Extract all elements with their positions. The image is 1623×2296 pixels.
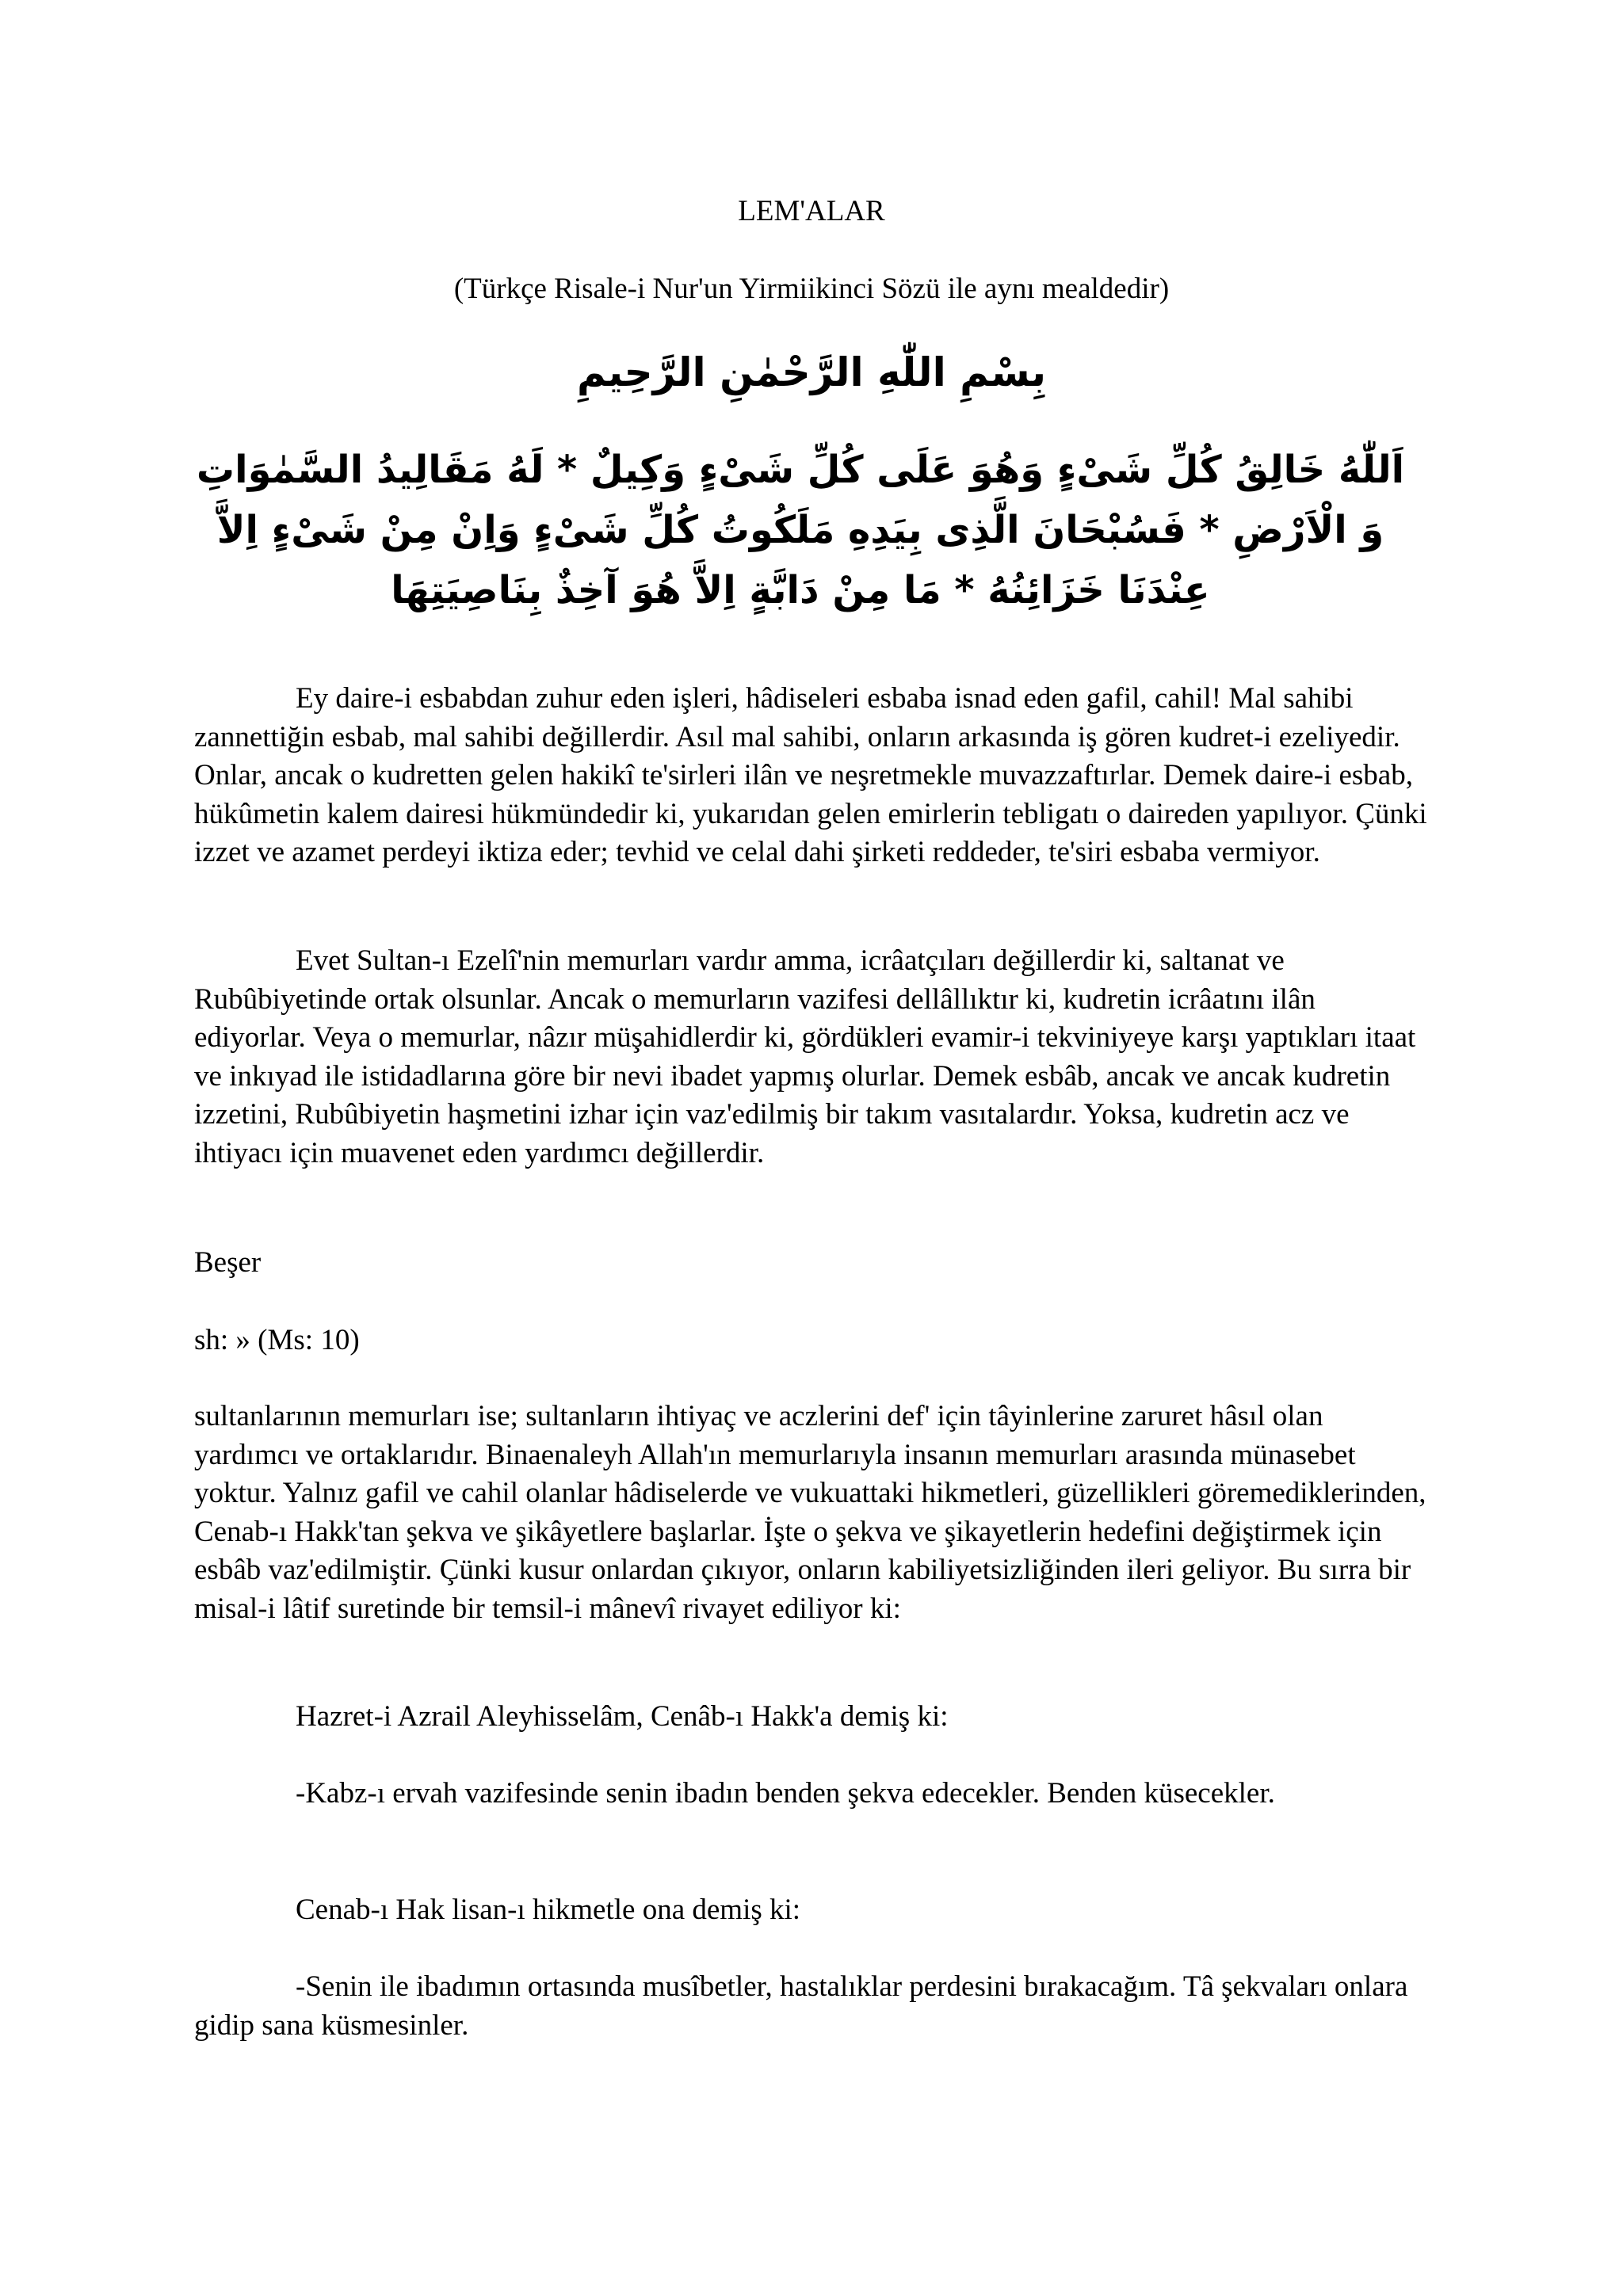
paragraph-3: Beşer bbox=[194, 1246, 262, 1279]
paragraph-7: -Kabz-ı ervah vazifesinde senin ibadın benden şekva edecekler. Benden küsecekler. bbox=[296, 1777, 1275, 1810]
paragraph-5: sultanlarının memurları ise; sultanların ihtiyaç ve aczlerini def' için tâyinlerine zaruret hâsıl olan yardımcı ve ortaklarıdır. Binaenaleyh Allah'ın memurlarıyla insanın memurları arasında münasebet yoktur. Yalnız gafil ve cahil olanlar hâdiselerde ve vukuattaki hikmetleri, güzellikleri göremediklerinden, Cenab-ı Hakk'tan şekva ve şikâyetlere başlarlar. İşte o şekva ve şikayetlerin hedefini değiştirmek için esbâb vaz'edilmiştir. Çünki kusur onlardan çıkıyor, onların kabiliyetsizliğinden ileri geliyor. Bu sırra bir misal-i lâtif suretinde bir temsil-i mânevî rivayet ediliyor ki: bbox=[194, 1400, 1426, 1625]
page-subtitle: (Türkçe Risale-i Nur'un Yirmiikinci Sözü ile aynı mealdedir) bbox=[453, 273, 1170, 305]
paragraph-1: Ey daire-i esbabdan zuhur eden işleri, hâdiseleri esbaba isnad eden gafil, cahil! Mal sahibi zannettiğin esbab, mal sahibi değillerdir. Asıl mal sahibi, onların arkasında iş gören kudret-i ezeliyedir. Onlar, ancak o kudretten gelen hakikî te'sirleri ilân ve neşretmekle muvazzaftırlar. Demek daire-i esbab, hükûmetin kalem dairesi hükmündedir ki, yukarıdan gelen emirlerin tebligatı o daireden yapılıyor. Çünki izzet ve azamet perdeyi iktiza eder; tevhid ve celal dahi şirketi reddeder, te'siri esbaba vermiyor. bbox=[194, 682, 1427, 868]
basmala-arabic: بِسْمِ اللّٰهِ الرَّحْمٰنِ الرَّحِيمِ bbox=[577, 349, 1046, 395]
verse-arabic: اَللّٰهُ خَالِقُ كُلِّ شَىْءٍ وَهُوَ عَلَى كُلِّ شَىْءٍ وَكِيلٌ * لَهُ مَقَالِيدُ السَّمٰوَاتِ وَ الْاَرْضِ * فَسُبْحَانَ الَّذِى بِيَدِهِ مَلَكُوتُ كُلِّ شَىْءٍ وَاِنْ مِنْ شَىْءٍ اِلاَّ عِنْدَنَا خَزَائِنُهُ * مَا مِنْ دَابَّةٍ اِلاَّ هُوَ آخِذٌ بِنَاصِيَتِهَا bbox=[196, 448, 1405, 612]
paragraph-2: Evet Sultan-ı Ezelî'nin memurları vardır amma, icrâatçıları değillerdir ki, saltanat ve Rubûbiyetinde ortak olsunlar. Ancak o memurların vazifesi dellâllıktır ki, kudretin icrâatını ilân ediyorlar. Veya o memurlar, nâzır müşahidlerdir ki, gördükleri evamir-i tekviniyeye karşı yaptıkları itaat ve inkıyad ile istidadlarına göre bir nevi ibadet yapmış olurlar. Demek esbâb, ancak ve ancak kudretin izzetini, Rubûbiyetin haşmetini izhar için vaz'edilmiş bir takım vasıtalardır. Yoksa, kudretin acz ve ihtiyacı için muavenet eden yardımcı değillerdir. bbox=[194, 944, 1416, 1169]
page-title: LEM'ALAR bbox=[738, 195, 885, 227]
paragraph-6: Hazret-i Azrail Aleyhisselâm, Cenâb-ı Hakk'a demiş ki: bbox=[296, 1700, 949, 1733]
paragraph-8: Cenab-ı Hak lisan-ı hikmetle ona demiş ki: bbox=[296, 1894, 801, 1926]
page-marker: sh: » (Ms: 10) bbox=[194, 1324, 360, 1356]
paragraph-9: -Senin ile ibadımın ortasında musîbetler, hastalıklar perdesini bırakacağım. Tâ şekvaları onlara gidip sana küsmesinler. bbox=[194, 1970, 1408, 2042]
